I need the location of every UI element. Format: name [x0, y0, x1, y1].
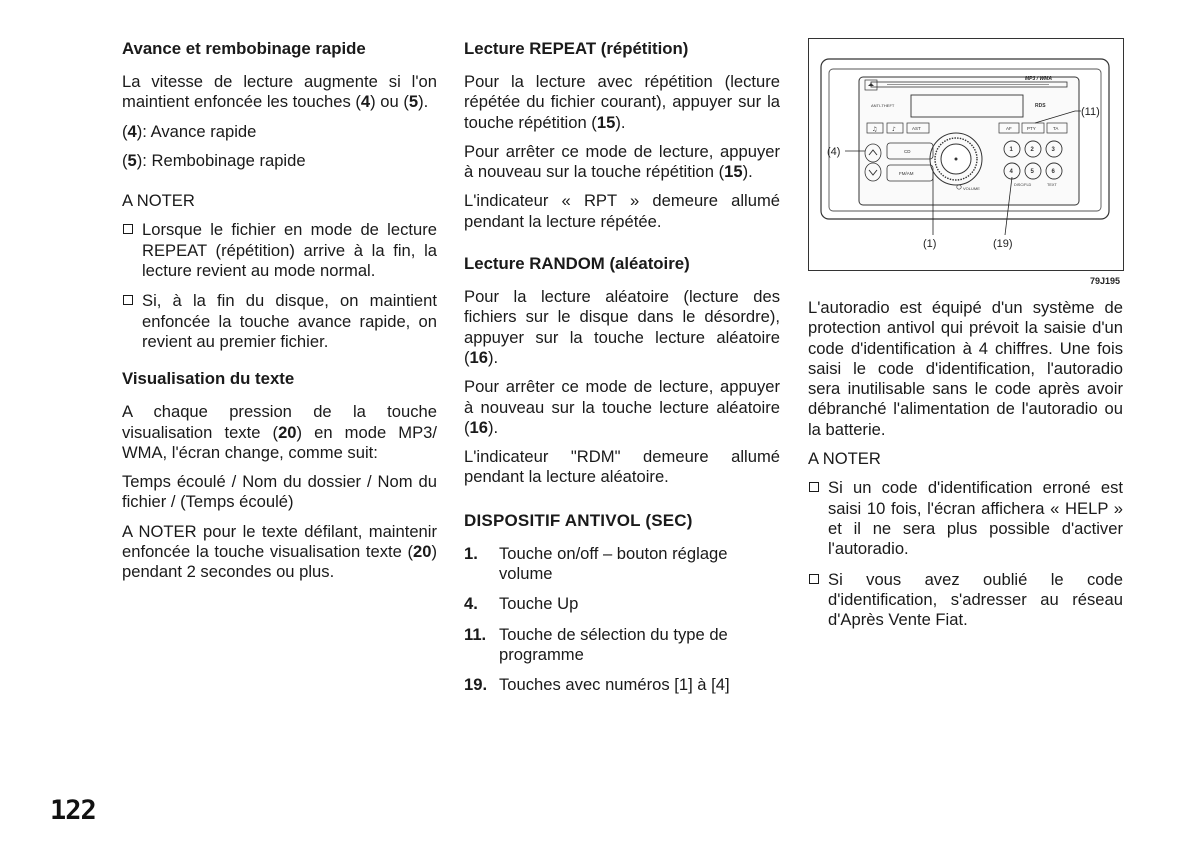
preset-1-label: 1 — [1009, 147, 1013, 153]
text-span: ) ou ( — [370, 92, 409, 112]
checkbox-bullet-icon — [123, 224, 133, 234]
bullet-text: Si, à la fin du disque, on maintient enfoncée la touche avance rapide, on revient au premier fichier. — [142, 291, 437, 351]
item-number: 19. — [464, 675, 488, 695]
key-ref: 4 — [360, 92, 371, 112]
column-middle — [464, 38, 780, 706]
svg-text:♪: ♪ — [892, 126, 896, 133]
text-span: ). — [488, 347, 499, 367]
fmam-label: FM/AM — [899, 171, 914, 176]
key-ref: 15 — [596, 112, 616, 132]
checkbox-bullet-icon — [809, 574, 819, 584]
paragraph-antitheft-intro: L'autoradio est équipé d'un système de protection antivol qui prévoit la saisie d'un code d'identification à 4 chiffres. Une fois saisi le code d'identification, l'autoradio sera inutilisable sans le code après avoir débranché l'alimentation de l'autoradio ou la batterie. — [808, 298, 1123, 439]
heading-antivol: DISPOSITIF ANTIVOL (SEC) — [464, 510, 693, 530]
note-bullet — [122, 291, 437, 352]
paragraph-random — [464, 287, 780, 368]
heading-text-display: Visualisation du texte — [122, 369, 295, 389]
numbered-item — [464, 675, 780, 695]
key-ref: 20 — [278, 422, 297, 442]
page-number: 122 — [50, 795, 96, 826]
note-bullet — [122, 220, 437, 281]
callout-1: (1) — [923, 238, 937, 250]
text-button-label: TEXT — [1047, 183, 1057, 187]
rds-logo: RDS — [1035, 103, 1046, 109]
item-number: 1. — [464, 543, 478, 563]
heading-fast-forward: Avance et rembobinage rapide — [122, 39, 366, 58]
paragraph-rdm-indicator: L'indicateur "RDM" demeure allumé pendant la lecture aléatoire. — [464, 447, 780, 487]
text-span: ). — [742, 162, 753, 182]
column-right — [808, 298, 1123, 640]
paragraph-repeat-stop — [464, 142, 780, 183]
item-text: Touche on/off – bouton réglage volume — [499, 543, 728, 584]
key-ref: 4 — [127, 121, 137, 141]
item-text: Touche Up — [499, 594, 579, 614]
paragraph-text-display — [122, 402, 437, 463]
ta-label: TA — [1053, 126, 1059, 131]
volume-label: VOLUME — [963, 186, 980, 191]
preset-4-label: 4 — [1009, 169, 1013, 175]
callout-11: (11) — [1081, 106, 1100, 118]
checkbox-bullet-icon — [809, 482, 819, 492]
text-span: Pour arrêter ce mode de lecture, appuyer à nouveau sur la touche lecture aléatoire ( — [464, 377, 780, 437]
key-ref: 5 — [127, 150, 137, 170]
text-span: La vitesse de lecture augmente si l'on maintient enfoncée les touches ( — [122, 72, 437, 112]
svg-text:♫: ♫ — [872, 126, 878, 133]
paragraph-random-stop — [464, 377, 780, 438]
text-span: Pour arrêter ce mode de lecture, appuyer à nouveau sur la touche répétition ( — [464, 141, 780, 182]
anti-theft-label: ANTI-THEFT — [871, 103, 895, 108]
paragraph-scroll-note — [122, 522, 437, 583]
numbered-item — [464, 544, 780, 585]
key-ref: 5 — [408, 92, 419, 112]
paragraph-sequence: Temps écoulé / Nom du dossier / Nom du fichier / (Temps écoulé) — [122, 472, 437, 512]
preset-3-label: 3 — [1051, 147, 1055, 153]
numbered-item — [464, 625, 780, 666]
cd-label: CD — [904, 149, 911, 154]
item-text: Touches avec numéros [1] à [4] — [499, 675, 730, 695]
preset-6-label: 6 — [1051, 169, 1055, 175]
preset-5-label: 5 — [1030, 169, 1034, 175]
column-left — [122, 38, 437, 592]
paragraph-forward: (4): Avance rapide — [122, 121, 257, 141]
callout-19: (19) — [993, 238, 1013, 250]
bullet-text: Si un code d'identification erroné est saisi 10 fois, l'écran affichera « HELP » et il ne sera plus possible d'activer l'autoradio. — [828, 478, 1123, 559]
text-span: ). — [488, 417, 499, 437]
disc-fld-label: DISC/FLD — [1014, 183, 1032, 187]
figure-code: 79J195 — [1090, 276, 1121, 286]
text-span: ). — [418, 92, 429, 112]
checkbox-bullet-icon — [123, 295, 133, 305]
note-bullet — [808, 478, 1123, 559]
item-number: 4. — [464, 594, 478, 614]
bullet-text: Si vous avez oublié le code d'identification, s'adresser au réseau d'Après Vente Fiat. — [828, 569, 1123, 630]
paragraph-repeat — [464, 72, 780, 133]
radio-figure — [808, 38, 1124, 271]
paragraph-rewind: (5): Rembobinage rapide — [122, 150, 306, 170]
paragraph-fast-speed — [122, 72, 437, 113]
text-span: ): Avance rapide — [136, 121, 257, 141]
heading-repeat: Lecture REPEAT (répétition) — [464, 39, 689, 58]
paragraph-rpt-indicator: L'indicateur « RPT » demeure allumé pendant la lecture répétée. — [464, 191, 780, 231]
text-span: Pour la lecture aléatoire (lecture des fichiers sur le disque dans le désordre), appuyer sur la touche lecture aléatoire ( — [464, 287, 780, 367]
key-ref: 16 — [469, 347, 488, 367]
key-ref: 20 — [413, 542, 432, 562]
text-span: ): Rembobinage rapide — [136, 150, 306, 170]
numbered-item — [464, 594, 780, 614]
af-label: AF — [1006, 126, 1012, 131]
note-bullet — [808, 570, 1123, 631]
callout-4: (4) — [827, 146, 841, 158]
text-span: Pour la lecture avec répétition (lecture répétée du fichier courant), appuyer sur la touche répétition ( — [464, 72, 780, 132]
text-span: ) en mode MP3/ WMA, l'écran change, comme suit: — [122, 422, 437, 462]
key-ref: 15 — [724, 162, 743, 182]
text-span: A chaque pression de la touche visualisation texte ( — [122, 402, 437, 442]
text-span: ). — [615, 112, 626, 132]
note-label: A NOTER — [122, 191, 195, 211]
text-span: A NOTER pour le texte défilant, maintenir enfoncée la touche visualisation texte ( — [122, 521, 437, 562]
radio-illustration — [809, 39, 1123, 270]
item-number: 11. — [464, 624, 487, 644]
ast-label: AST — [912, 126, 921, 131]
pty-label: PTY — [1027, 126, 1036, 131]
bullet-text: Lorsque le fichier en mode de lecture REPEAT (répétition) arrive à la fin, la lecture revient au mode normal. — [142, 220, 437, 281]
preset-2-label: 2 — [1030, 147, 1034, 153]
brand-logo: MP3 / WMA — [1025, 76, 1052, 82]
text-span: ) pendant 2 secondes ou plus. — [122, 542, 437, 582]
item-text: Touche de sélection du type de programme — [499, 624, 728, 664]
heading-random: Lecture RANDOM (aléatoire) — [464, 254, 690, 274]
note-label: A NOTER — [808, 449, 881, 469]
key-ref: 16 — [469, 417, 488, 437]
